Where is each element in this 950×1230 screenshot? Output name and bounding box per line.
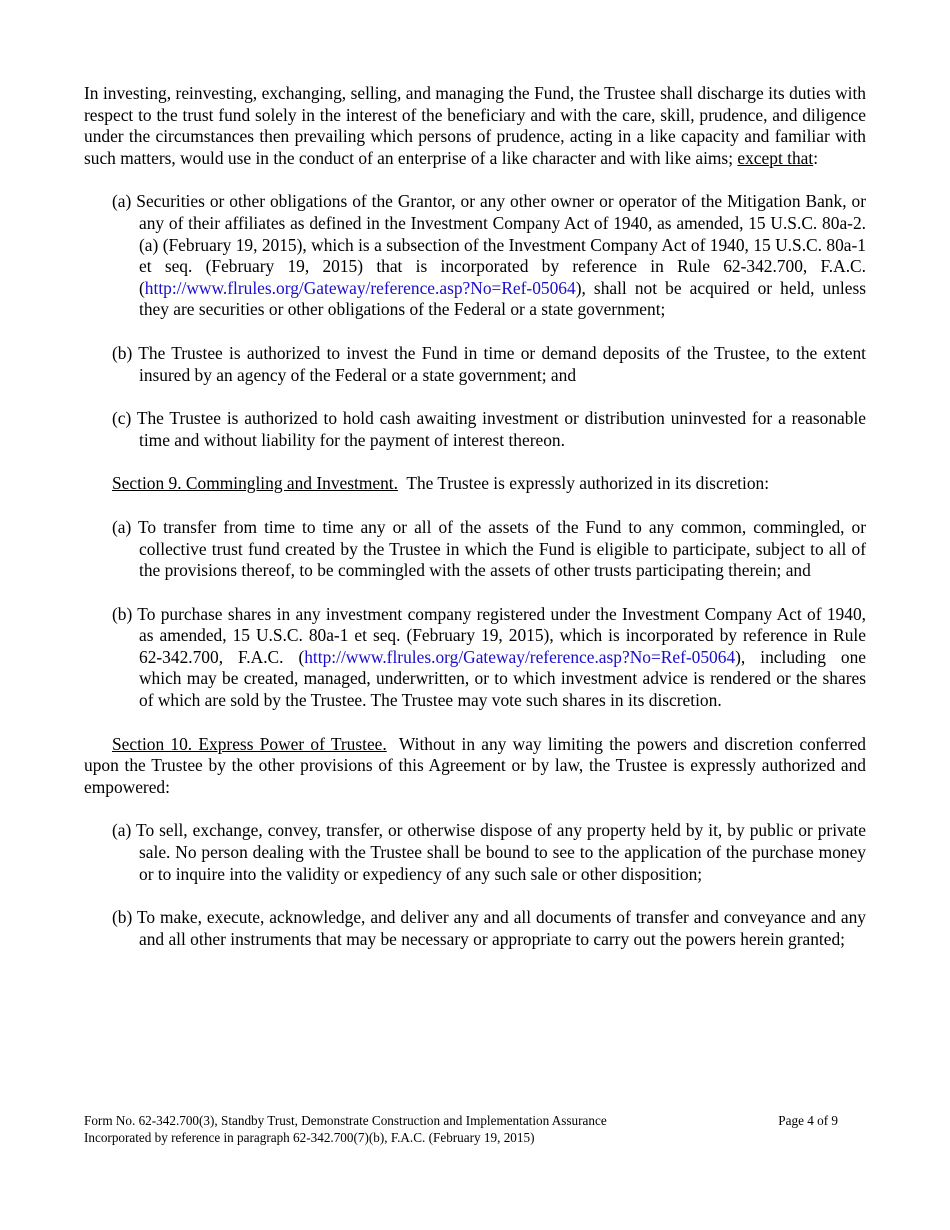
rule-reference-link[interactable]: http://www.flrules.org/Gateway/reference.asp?No=Ref-05064 <box>304 646 736 667</box>
investment-item-a: (a) Securities or other obligations of the Grantor, or any other owner or operator of the Mitigation Bank, or any of their affiliates as defined in the Investment Company Act of 1940, as amended, 15 U.S.C. 80a-2.(a) (February 19, 2015), which is a subsection of the Investment Company Act of 1940, 15 U.S.C. 80a-1 et seq. (February 19, 2015) that is incorporated by reference in Rule 62-342.700, F.A.C. (http://www.flrules.org/Gateway/reference.asp?No=Ref-05064), shall not be acquired or held, unless they are securities or other obligations of the Federal or a state government; <box>112 191 866 320</box>
section-9-paragraph: Section 9. Commingling and Investment. The Trustee is expressly authorized in its discretion: <box>112 473 770 494</box>
power-item-a: (a) To sell, exchange, convey, transfer, or otherwise dispose of any property held by it, by public or private sale. No person dealing with the Trustee shall be bound to see to the application of the purchase money or to inquire into the validity or expediency of any such sale or other disposition; <box>112 820 866 884</box>
footer-form-line: Form No. 62-342.700(3), Standby Trust, Demonstrate Construction and Implementation Assurance <box>84 1113 607 1128</box>
page-footer <box>84 1113 844 1146</box>
section-10-heading: Section 10. Express Power of Trustee. <box>112 733 387 754</box>
document-body <box>84 83 871 950</box>
footer-incorporated-line: Incorporated by reference in paragraph 62-342.700(7)(b), F.A.C. (February 19, 2015) <box>84 1129 535 1145</box>
section-10-paragraph: Section 10. Express Power of Trustee. Without in any way limiting the powers and discretion conferred upon the Trustee by the other provisions of this Agreement or by law, the Trustee is expressly authorized and empowered: <box>84 733 871 797</box>
rule-reference-link[interactable]: http://www.flrules.org/Gateway/reference.asp?No=Ref-05064 <box>144 277 576 298</box>
investment-item-c: (c) The Trustee is authorized to hold cash awaiting investment or distribution uninvested for a reasonable time and without liability for the payment of interest thereon. <box>112 408 866 450</box>
page-number: Page 4 of 9 <box>778 1113 838 1128</box>
commingling-item-a: (a) To transfer from time to time any or all of the assets of the Fund to any common, commingled, or collective trust fund created by the Trustee in which the Fund is eligible to participate, subject to all of the provisions thereof, to be commingled with the assets of other trusts participating therein; and <box>112 516 866 581</box>
investment-item-b: (b) The Trustee is authorized to invest the Fund in time or demand deposits of the Trustee, to the extent insured by an agency of the Federal or a state government; and <box>112 342 866 385</box>
section-9-heading: Section 9. Commingling and Investment. <box>112 473 398 494</box>
except-that: except that <box>737 147 814 168</box>
commingling-item-b: (b) To purchase shares in any investment company registered under the Investment Company Act of 1940, as amended, 15 U.S.C. 80a-1 et seq. (February 19, 2015), which is incorporated by reference in Rule 62-342.700, F.A.C. (http://www.flrules.org/Gateway/reference.asp?No=Ref-05064), including one which may be created, managed, underwritten, or to which investment advice is rendered or the shares of which are sold by the Trustee. The Trustee may vote such shares in its discretion. <box>112 603 866 711</box>
intro-paragraph: In investing, reinvesting, exchanging, selling, and managing the Fund, the Trustee shall discharge its duties with respect to the trust fund solely in the interest of the beneficiary and with the care, skill, prudence, and diligence under the circumstances then prevailing which persons of prudence, acting in a like capacity and familiar with such matters, would use in the conduct of an enterprise of a like character and with like aims; except that: <box>84 83 866 168</box>
power-item-b: (b) To make, execute, acknowledge, and deliver any and all documents of transfer and conveyance and any and all other instruments that may be necessary or appropriate to carry out the powers herein granted; <box>112 907 866 949</box>
